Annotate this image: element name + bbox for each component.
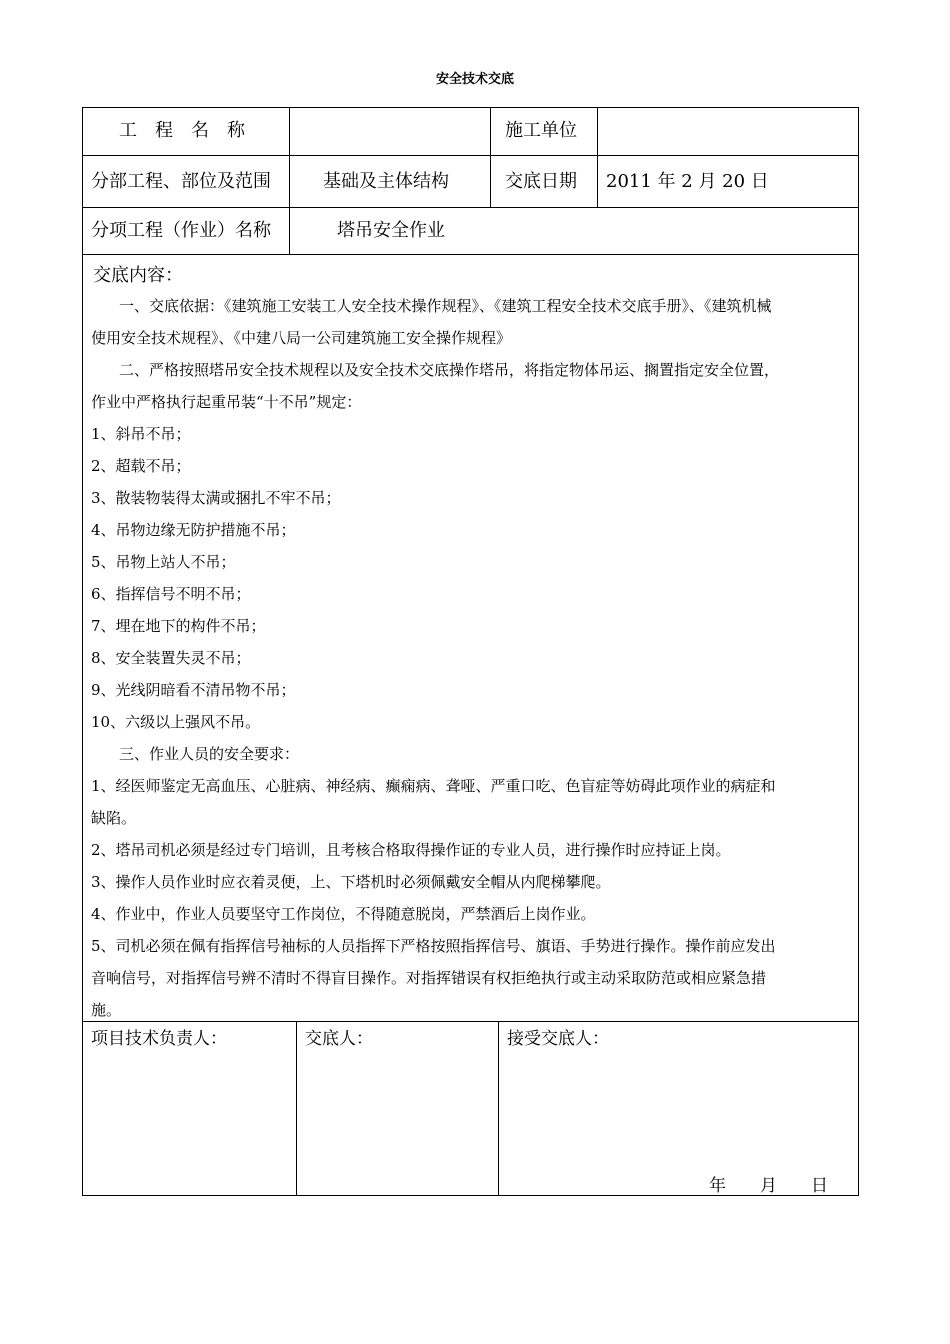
date-value: 2011 年 2 月 20 日: [606, 171, 769, 192]
content-body: [91, 290, 857, 1026]
column-divider: [296, 1021, 297, 1196]
content-line: 作业中严格执行起重吊装“十不吊”规定：: [91, 393, 362, 411]
row-divider: [83, 155, 858, 156]
row-divider: [83, 254, 858, 255]
project-name-label: 工 程 名 称: [119, 120, 245, 141]
content-line: 9、光线阴暗看不清吊物不吊；: [91, 681, 296, 699]
content-line: 2、超载不吊；: [91, 457, 191, 475]
content-line: 施。: [91, 1001, 122, 1019]
content-line: 1、经医师鉴定无高血压、心脏病、神经病、癫痫病、聋哑、严重口吃、色盲症等妨碍此项作业的病症和: [91, 777, 776, 795]
date-label: 交底日期: [505, 171, 577, 192]
scope-value: 基础及主体结构: [323, 171, 449, 192]
column-divider: [597, 108, 598, 207]
content-line: 5、吊物上站人不吊；: [91, 553, 236, 571]
disclosure-form-table: [82, 107, 859, 1196]
scope-label: 分部工程、部位及范围: [91, 171, 271, 192]
content-line: 8、安全装置失灵不吊；: [91, 649, 251, 667]
content-heading: 交底内容：: [93, 265, 183, 286]
construction-unit-label: 施工单位: [505, 120, 577, 141]
row-divider: [83, 207, 858, 208]
content-line: 6、指挥信号不明不吊；: [91, 585, 251, 603]
content-line: 4、作业中，作业人员要坚守工作岗位，不得随意脱岗，严禁酒后上岗作业。: [91, 905, 596, 923]
tech-lead-signature-label: 项目技术负责人：: [91, 1029, 227, 1049]
content-line: 使用安全技术规程》、《中建八局一公司建筑施工安全操作规程》: [91, 329, 512, 347]
content-line: 7、埋在地下的构件不吊；: [91, 617, 266, 635]
column-divider: [490, 108, 491, 207]
content-line: 3、操作人员作业时应衣着灵便，上、下塔机时必须佩戴安全帽从内爬梯攀爬。: [91, 873, 611, 891]
content-line: 三、作业人员的安全要求：: [119, 745, 300, 763]
column-divider: [289, 108, 290, 254]
content-line: 5、司机必须在佩有指挥信号袖标的人员指挥下严格按照指挥信号、旗语、手势进行操作。操作前应发出: [91, 937, 776, 955]
content-line: 3、散装物装得太满或捆扎不牢不吊；: [91, 489, 341, 507]
content-line: 音响信号，对指挥信号辨不清时不得盲目操作。对指挥错误有权拒绝执行或主动采取防范或相应紧急措: [91, 969, 767, 987]
content-line: 一、交底依据：《建筑施工安装工人安全技术操作规程》、《建筑工程安全技术交底手册》、《建筑机械: [119, 297, 772, 315]
item-label: 分项工程（作业）名称: [91, 220, 271, 241]
content-line: 缺陷。: [91, 809, 137, 827]
presenter-signature-label: 交底人：: [305, 1029, 373, 1049]
item-value: 塔吊安全作业: [337, 220, 445, 241]
signature-date: 年 月 日: [709, 1176, 828, 1196]
content-line: 2、塔吊司机必须是经过专门培训，且考核合格取得操作证的专业人员，进行操作时应持证上岗。: [91, 841, 731, 859]
content-line: 二、严格按照塔吊安全技术规程以及安全技术交底操作塔吊，将指定物体吊运、搁置指定安全位置，: [119, 361, 780, 379]
receiver-signature-label: 接受交底人：: [507, 1029, 609, 1049]
content-line: 10、六级以上强风不吊。: [91, 713, 261, 731]
content-line: 4、吊物边缘无防护措施不吊；: [91, 521, 296, 539]
document-title: 安全技术交底: [435, 72, 514, 87]
content-line: 1、斜吊不吊；: [91, 425, 191, 443]
column-divider: [498, 1021, 499, 1196]
